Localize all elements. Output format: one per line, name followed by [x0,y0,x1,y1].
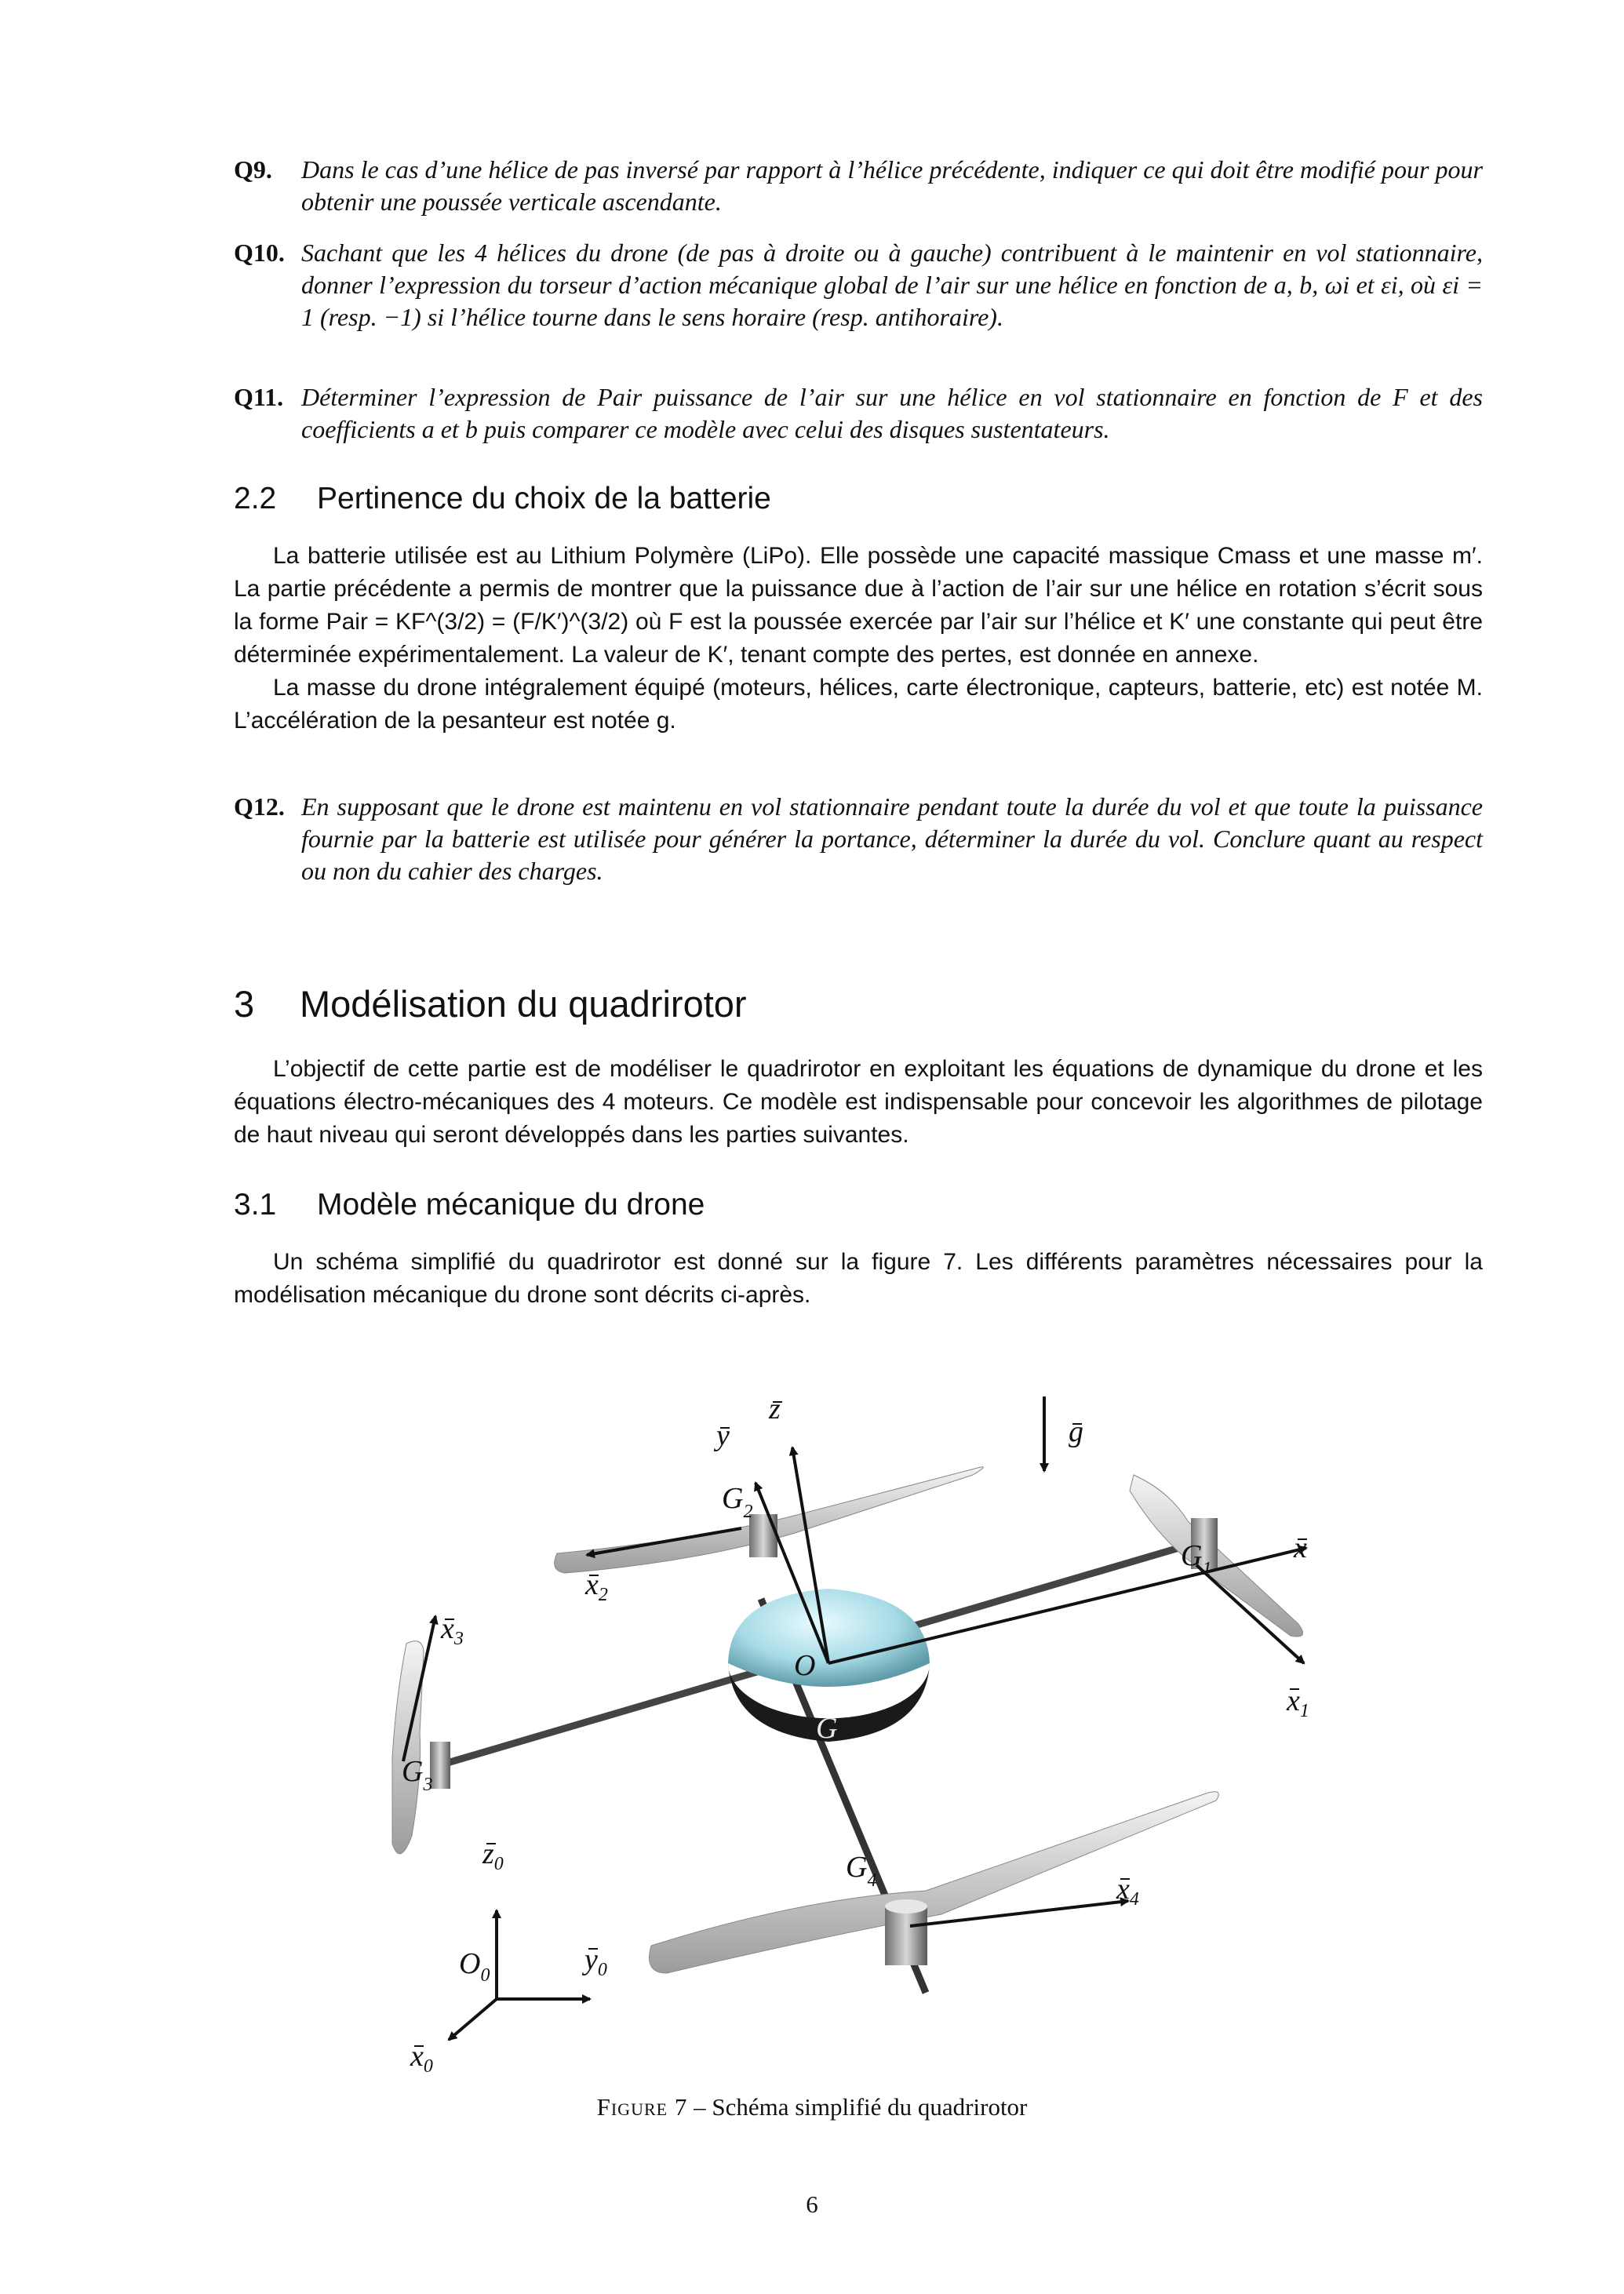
question-text: Déterminer l’expression de Pair puissance de l’air sur une hélice en vol stationnaire en fonction de F et des coefficients a et b puis comparer ce modèle avec celui des disques sustentateurs. [301,383,1483,443]
section-title: Modèle mécanique du drone [317,1188,705,1222]
arrow-x [828,1548,1306,1663]
propeller-g4 [650,1792,1219,1973]
question-q10 [234,237,1483,333]
question-q9 [234,154,1483,218]
question-number: Q12. [234,792,285,821]
label-g: g [1069,1415,1083,1448]
label-g4-sub: 4 [867,1870,877,1891]
question-number: Q9. [234,155,272,184]
label-x1-letter: x [1287,1684,1300,1717]
label-z0 [482,1837,504,1874]
label-z: z [769,1393,781,1426]
label-x0-letter: x [410,2040,424,2073]
label-x0 [410,2040,433,2077]
label-g1-letter: G [1181,1539,1203,1572]
question-text: Sachant que les 4 hélices du drone (de pas à droite ou à gauche) contribuent à le maintenir en vol stationnaire, donner l’expression du torseur d’action mécanique global de l’air sur une hélice en fonction de a, b, ωi et εi, où εi = 1 (resp. −1) si l’hélice tourne dans le sens horaire (resp. antihoraire). [301,239,1483,331]
label-g2 [722,1482,752,1522]
label-x2-sub: 2 [598,1585,608,1605]
section-number: 3 [234,983,255,1025]
section-2-2-body [234,540,1483,737]
section-heading-2-2 [234,482,771,516]
question-q11 [234,381,1483,446]
label-g4-letter: G [846,1851,868,1884]
section-title: Pertinence du choix de la batterie [317,482,771,515]
label-y0-sub: 0 [597,1960,607,1980]
label-y0 [581,1943,607,1980]
label-x: x [1294,1531,1307,1564]
quadrirotor-diagram [314,1365,1334,2077]
section-heading-3 [234,982,747,1025]
label-x3-letter: x [441,1612,454,1645]
label-g-center: G [816,1712,838,1745]
arrow-x0 [449,1999,497,2040]
caption-text: – Schéma simplifié du quadrirotor [687,2093,1028,2121]
label-g2-letter: G [722,1482,744,1515]
page-number: 6 [806,2190,818,2218]
section-3-body [234,1053,1483,1152]
section-number: 2.2 [234,482,277,515]
paragraph: Un schéma simplifié du quadrirotor est donné sur la figure 7. Les différents paramètres nécessaires pour la modélisation mécanique du drone sont décrits ci-après. [234,1249,1483,1308]
label-x0-sub: 0 [423,2056,433,2077]
paragraph: La batterie utilisée est au Lithium Polymère (LiPo). Elle possède une capacité massique Cmass et une masse m′. La partie précédente a permis de montrer que la puissance due à l’action de l’air sur une hélice en rotation s’écrit sous la forme Pair = KF^(3/2) = (F/K′)^(3/2) où F est la poussée exercée par l’air sur l’hélice et K′ une constante qui peut être déterminée expérimentalement. La valeur de K′, tenant compte des pertes, est donnée en annexe. [234,543,1483,668]
label-x3 [440,1612,464,1649]
label-x4-letter: x [1116,1873,1130,1906]
question-text: Dans le cas d’une hélice de pas inversé par rapport à l’hélice précédente, indiquer ce qui doit être modifié pour pour obtenir une poussée verticale ascendante. [301,155,1483,216]
section-3-1-body [234,1246,1483,1312]
figure-caption [0,2093,1624,2121]
question-text: En supposant que le drone est maintenu en vol stationnaire pendant toute la durée du vol et que toute la puissance fournie par la batterie est utilisée pour générer la portance, déterminer la durée du vol. Conclure quant au respect ou non du cahier des charges. [301,792,1483,885]
label-x1-sub: 1 [1299,1701,1309,1721]
paragraph: L’objectif de cette partie est de modéliser le quadrirotor en exploitant les équations de dynamique du drone et les équations électro-mécaniques des 4 moteurs. Ce modèle est indispensable pour concevoir les algorithmes de pilotage de haut niveau qui seront développés dans les parties suivantes. [234,1056,1483,1148]
paragraph: La masse du drone intégralement équipé (moteurs, hélices, carte électronique, capteurs, batterie, etc) est notée M. L’accélération de la pesanteur est notée g. [234,675,1483,734]
label-o0-sub: 0 [480,1965,490,1986]
question-number: Q10. [234,239,285,267]
label-g1-sub: 1 [1202,1559,1212,1579]
section-number: 3.1 [234,1188,277,1222]
question-number: Q11. [234,383,284,411]
label-z0-letter: z [482,1837,494,1870]
label-o0-letter: O [459,1947,481,1980]
question-q12 [234,791,1483,887]
label-x4-sub: 4 [1129,1889,1139,1910]
section-title: Modélisation du quadrirotor [300,983,747,1025]
label-o: O [794,1649,816,1682]
figure-quadrirotor [314,1365,1334,2077]
caption-label: Figure 7 [596,2093,688,2121]
label-g3-letter: G [402,1755,424,1788]
label-x1 [1286,1684,1309,1721]
label-z0-sub: 0 [493,1854,504,1874]
label-x2-letter: x [585,1568,599,1601]
label-o0 [459,1947,490,1986]
label-g3-sub: 3 [423,1775,433,1795]
label-g2-sub: 2 [743,1502,753,1522]
label-x4 [1116,1873,1139,1910]
label-x3-sub: 3 [453,1629,464,1649]
label-x2 [584,1568,608,1605]
label-y0-letter: y [584,1943,598,1976]
section-heading-3-1 [234,1188,705,1222]
label-y: y [716,1419,730,1452]
